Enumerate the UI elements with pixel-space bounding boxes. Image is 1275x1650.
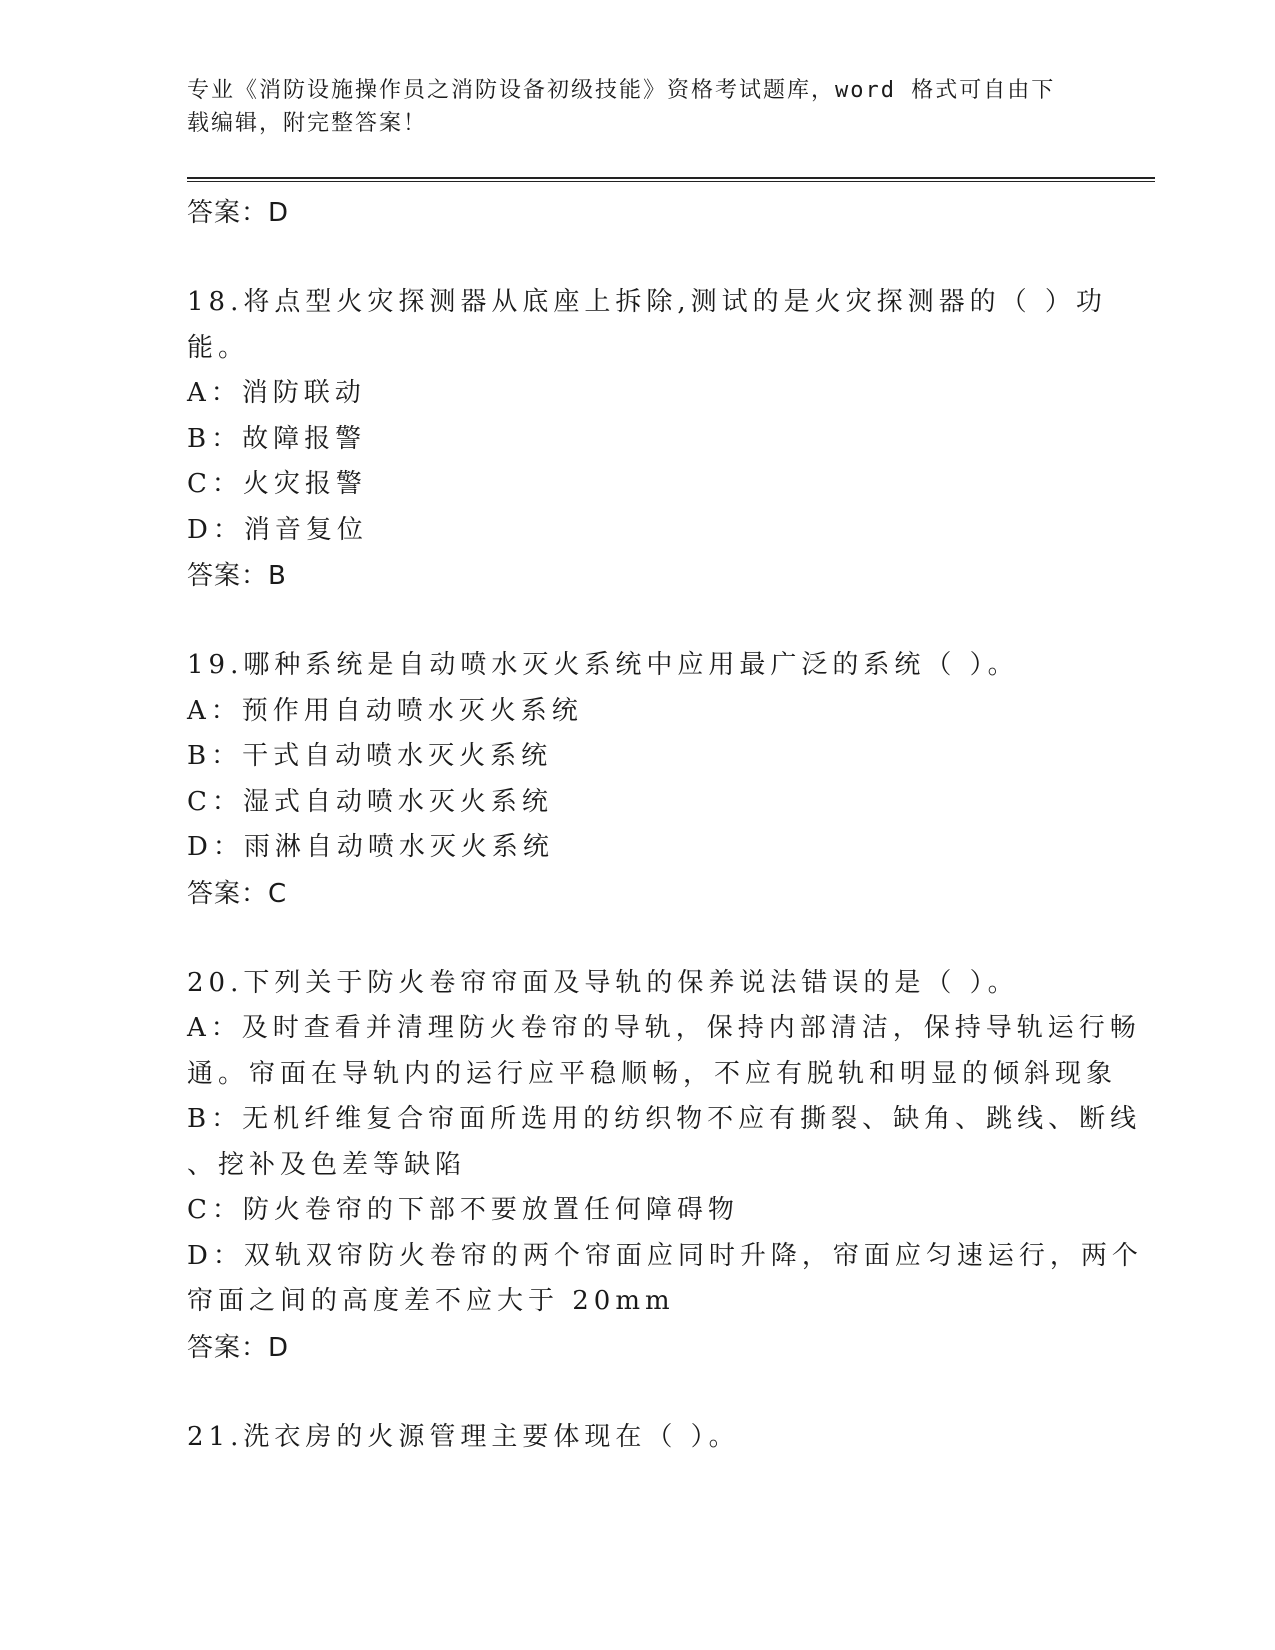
question-20-option-a-line-1: A：及时查看并清理防火卷帘的导轨，保持内部清洁，保持导轨运行畅 (187, 1013, 1141, 1043)
answer-17: 答案：D (187, 198, 290, 228)
document-header (187, 74, 1087, 140)
question-19-option-b: B：干式自动喷水灭火系统 (187, 741, 553, 771)
question-19-option-c: C：湿式自动喷水灭火系统 (187, 786, 553, 817)
spacer (187, 917, 1087, 961)
header-line-1: 专业《消防设施操作员之消防设备初级技能》资格考试题库，word 格式可自由下 (187, 78, 1056, 103)
question-20-stem: 20.下列关于防火卷帘帘面及导轨的保养说法错误的是（ ）。 (187, 967, 1019, 998)
header-divider-thick (187, 177, 1155, 179)
question-20-option-b-line-1: B：无机纤维复合帘面所选用的纺织物不应有撕裂、缺角、跳线、断线 (187, 1104, 1142, 1134)
question-18-stem-line-1: 18.将点型火灾探测器从底座上拆除,测试的是火灾探测器的（ ）功 (187, 287, 1107, 317)
question-19-stem: 19.哪种系统是自动喷水灭火系统中应用最广泛的系统（ ）。 (187, 650, 1019, 680)
question-list (187, 190, 1143, 1460)
answer-18: 答案：B (187, 561, 287, 591)
question-18-option-a: A：消防联动 (187, 378, 366, 408)
question-19-option-a: A：预作用自动喷水灭火系统 (187, 695, 583, 726)
question-18-option-b: B：故障报警 (187, 423, 367, 454)
question-18-option-d: D：消音复位 (187, 514, 368, 545)
question-19-option-d: D：雨淋自动喷水灭火系统 (187, 832, 554, 862)
question-20-option-b-line-2: 、挖补及色差等缺陷 (187, 1149, 467, 1180)
spacer (187, 236, 1087, 280)
question-18-stem-line-2: 能。 (187, 332, 250, 363)
spacer (187, 599, 1087, 643)
header-divider-thin (187, 181, 1155, 182)
answer-20: 答案：D (187, 1332, 290, 1363)
answer-19: 答案：C (187, 878, 288, 909)
question-20 (187, 961, 1143, 1325)
question-20-option-a-line-2: 通。帘面在导轨内的运行应平稳顺畅，不应有脱轨和明显的倾斜现象 (187, 1058, 1118, 1089)
question-20-option-c: C：防火卷帘的下部不要放置任何障碍物 (187, 1195, 739, 1225)
question-20-option-d-line-2: 帘面之间的高度差不应大于 20mm (187, 1286, 675, 1316)
header-line-2: 载编辑，附完整答案！ (187, 111, 428, 136)
spacer (187, 1371, 1087, 1415)
question-21-stem: 21.洗衣房的火源管理主要体现在（ ）。 (187, 1421, 740, 1452)
question-18-option-c: C：火灾报警 (187, 469, 367, 499)
question-20-option-d-line-1: D：双轨双帘防火卷帘的两个帘面应同时升降，帘面应匀速运行，两个 (187, 1240, 1143, 1271)
question-19 (187, 643, 1087, 871)
question-18 (187, 280, 1107, 553)
question-21 (187, 1415, 1087, 1461)
